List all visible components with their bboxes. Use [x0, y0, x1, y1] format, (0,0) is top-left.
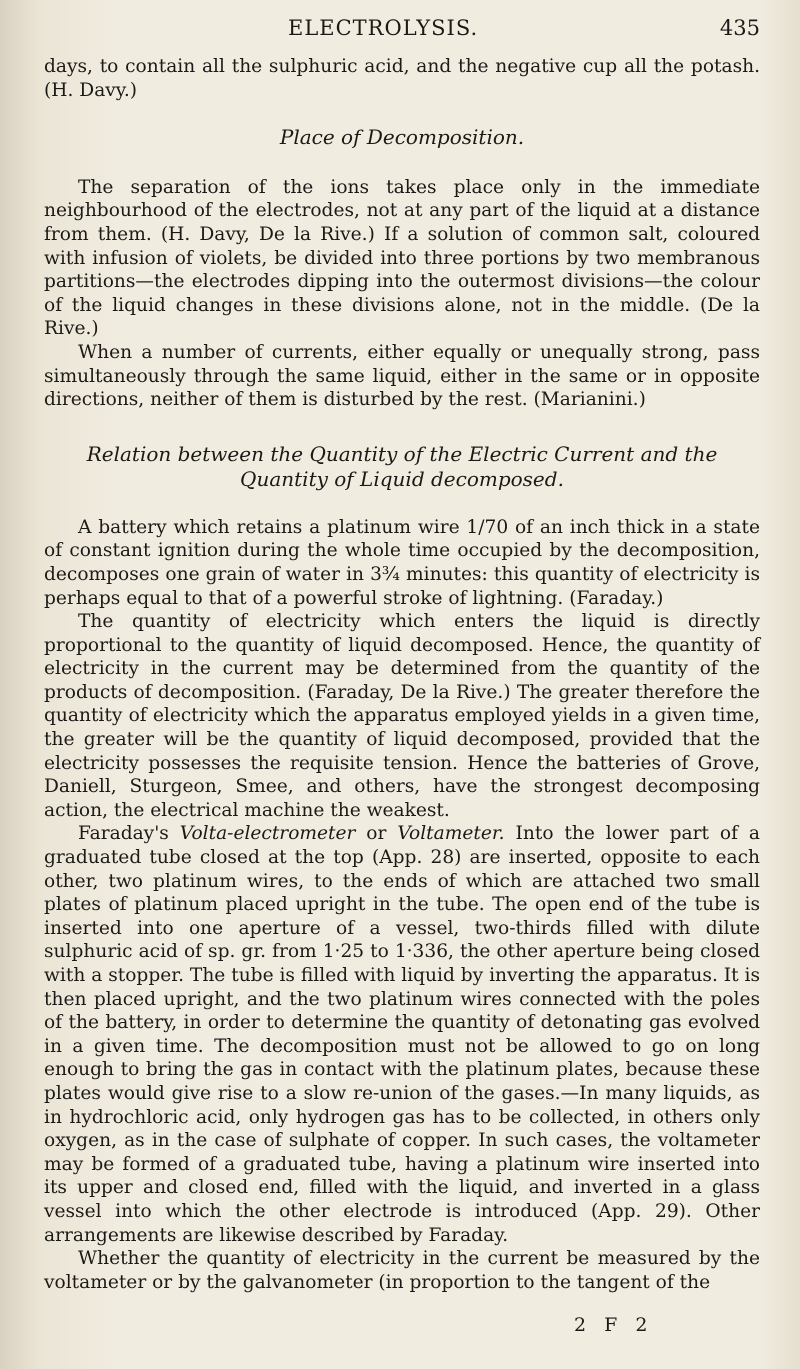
paragraph-measurement: Whether the quantity of electricity in the current be measured by the voltameter or by the galvanometer (in proportion to the tangent of the — [44, 1248, 760, 1293]
section-heading-relation-quantity: Relation between the Quantity of the Electric Current and the Quantity of Liquid decomposed. — [86, 441, 718, 491]
paragraph-quantity-proportional: The quantity of electricity which enters the liquid is directly proportional to the quantity of liquid decomposed. Hence, the quantity of electricity in the current may be determined from the quantity of the products of decomposition. (Faraday, De la Rive.) The greater therefore the quantity of electricity which the apparatus employed yields in a given time, the greater will be the quantity of liquid decomposed, provided that the electricity possesses the requisite tension. Hence the batteries of Grove, Daniell, Sturgeon, Smee, and others, have the strongest decomposing action, the electrical machine the weakest. — [44, 611, 760, 821]
paragraph-voltameter — [44, 822, 760, 1247]
voltameter-or: or — [355, 823, 398, 845]
voltameter-text: Into the lower part of a graduated tube closed at the top (App. 28) are inserted, opposite to each other, two platinum wires, to the ends of which are attached two small plates of platinum placed upright in the tube. The open end of the tube is inserted into one aperture of a vessel, two-thirds filled with dilute sulphuric acid of sp. gr. from 1·25 to 1·336, the other aperture being closed with a stopper. The tube is filled with liquid by inverting the apparatus. It is then placed upright, and the two platinum wires connected with the poles of the battery, in order to determine the quantity of detonating gas evolved in a given time. The decomposition must not be allowed to go on long enough to bring the gas in contact with the platinum plates, because these plates would give rise to a slow re-union of the gases.—In many liquids, as in hydrochloric acid, only hydrogen gas has to be collected, in others only oxygen, as in the case of sulphate of copper. In such cases, the voltameter may be formed of a graduated tube, having a platinum wire inserted into its upper and closed end, filled with the liquid, and inverted in a glass vessel into which the other electrode is introduced (App. 29). Other arrangements are likewise described by Faraday. — [44, 823, 760, 1246]
paragraph-multiple-currents: When a number of currents, either equally or unequally strong, pass simultaneously through the same liquid, either in the same or in opposite directions, neither of them is disturbed by the rest. (Marianini.) — [44, 341, 760, 411]
running-title: ELECTROLYSIS. — [288, 16, 479, 40]
paragraph-battery-platinum-wire: A battery which retains a platinum wire 1/70 of an inch thick in a state of constant ignition during the whole time occupied by the decomposition, decomposes one grain of water in 3¾ minutes: this quantity of electricity is perhaps equal to that of a powerful stroke of lightning. (Faraday.) — [44, 516, 760, 609]
voltameter-lead: Faraday's — [78, 823, 180, 845]
body-text — [44, 55, 760, 1294]
section-heading-place-of-decomposition: Place of Decomposition. — [279, 125, 525, 150]
voltameter-term2: Voltameter. — [397, 823, 505, 845]
page-number: 435 — [719, 16, 760, 40]
printer-signature-mark: 2 F 2 — [574, 1314, 654, 1336]
page-header — [30, 16, 760, 46]
voltameter-term: Volta-electrometer — [179, 823, 356, 845]
intro-paragraph: days, to contain all the sulphuric acid, and the negative cup all the potash. (H. Davy.) — [44, 56, 760, 101]
paragraph-separation-of-ions: The separation of the ions takes place only in the immediate neighbourhood of the electrodes, not at any part of the liquid at a distance from them. (H. Davy, De la Rive.) If a solution of common salt, coloured with infusion of violets, be divided into three portions by two membranous partitions—the electrodes dipping into the outermost divisions—the colour of the liquid changes in these divisions alone, not in the middle. (De la Rive.) — [44, 176, 760, 340]
